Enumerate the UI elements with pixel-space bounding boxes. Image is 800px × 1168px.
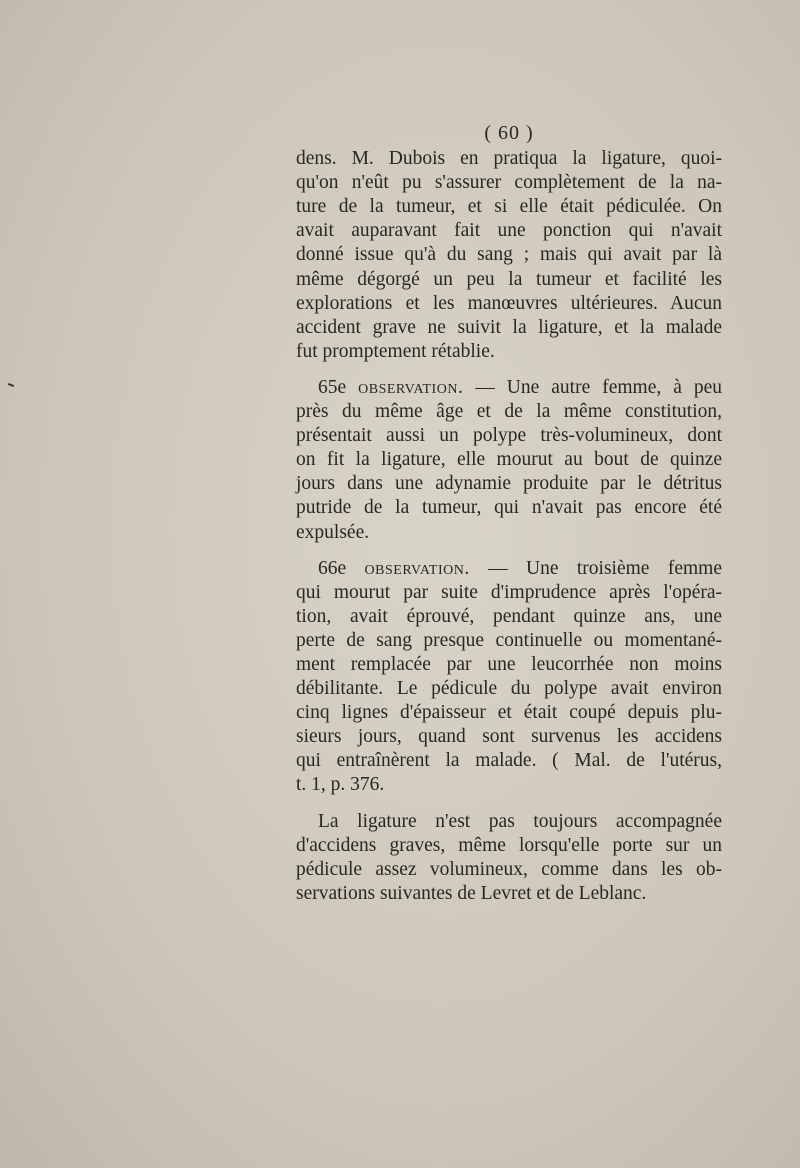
- text-line: accident grave ne suivit la ligature, et la malade: [296, 316, 722, 338]
- text-line: pédicule assez volumineux, comme dans les ob-: [296, 858, 722, 880]
- text-line: putride de la tumeur, qui n'avait pas encore été: [296, 497, 722, 519]
- text-line: d'accidens graves, même lorsqu'elle porte sur un: [296, 834, 722, 856]
- text-line: débilitante. Le pédicule du polype avait environ: [296, 678, 722, 700]
- text-line: ment remplacée par une leucorrhée non moins: [296, 653, 722, 675]
- text-line: on fit la ligature, elle mourut au bout de quinze: [296, 449, 722, 471]
- text-line: expulsée.: [296, 521, 370, 543]
- text-line: cinq lignes d'épaisseur et était coupé depuis plu-: [296, 702, 722, 724]
- text-line: qu'on n'eût pu s'assurer complètement de la na-: [296, 172, 722, 194]
- text-line: avait auparavant fait une ponction qui n'avait: [296, 220, 722, 242]
- text-line: [296, 557, 722, 581]
- text-line: explorations et les manœuvres ultérieures. Aucun: [296, 292, 722, 314]
- text-line: tion, avait éprouvé, pendant quinze ans, une: [296, 605, 722, 627]
- paragraph-1: [296, 147, 722, 364]
- text-line: t. 1, p. 376.: [296, 774, 385, 796]
- ink-speck: [8, 383, 14, 387]
- page-number: ( 60 ): [484, 122, 534, 144]
- text-line: [296, 376, 722, 400]
- text-line: servations suivantes de Levret et de Leblanc.: [296, 882, 647, 904]
- paragraph-4: [296, 810, 722, 906]
- page-text: [296, 121, 722, 918]
- text-line: ture de la tumeur, et si elle était pédiculée. On: [296, 196, 722, 218]
- text-line: dens. M. Dubois en pratiqua la ligature, quoi-: [296, 148, 722, 170]
- text-line: donné issue qu'à du sang ; mais qui avait par là: [296, 244, 722, 266]
- text-line: près du même âge et de la même constitution,: [296, 401, 722, 423]
- text-line: même dégorgé un peu la tumeur et facilité les: [296, 268, 722, 290]
- observation-number: 65e: [318, 376, 347, 398]
- observation-65: [296, 376, 722, 545]
- text-line: perte de sang presque continuelle ou momentané-: [296, 629, 722, 651]
- text-line: jours dans une adynamie produite par le détritus: [296, 473, 722, 495]
- text-line: sieurs jours, quand sont survenus les accidens: [296, 726, 722, 748]
- observation-label: observation.: [358, 376, 464, 398]
- text-line: présentait aussi un polype très-volumineux, dont: [296, 425, 722, 447]
- text-line: fut promptement rétablie.: [296, 340, 495, 362]
- observation-66: [296, 557, 722, 798]
- text-fragment: — Une autre femme, à peu: [475, 376, 722, 398]
- observation-label: observation.: [364, 557, 470, 579]
- text-line: qui entraînèrent la malade. ( Mal. de l'utérus,: [296, 750, 722, 772]
- text-line: La ligature n'est pas toujours accompagnée: [318, 810, 722, 832]
- text-line: qui mourut par suite d'imprudence après l'opéra-: [296, 581, 722, 603]
- observation-number: 66e: [318, 557, 347, 579]
- text-fragment: — Une troisième femme: [488, 557, 722, 579]
